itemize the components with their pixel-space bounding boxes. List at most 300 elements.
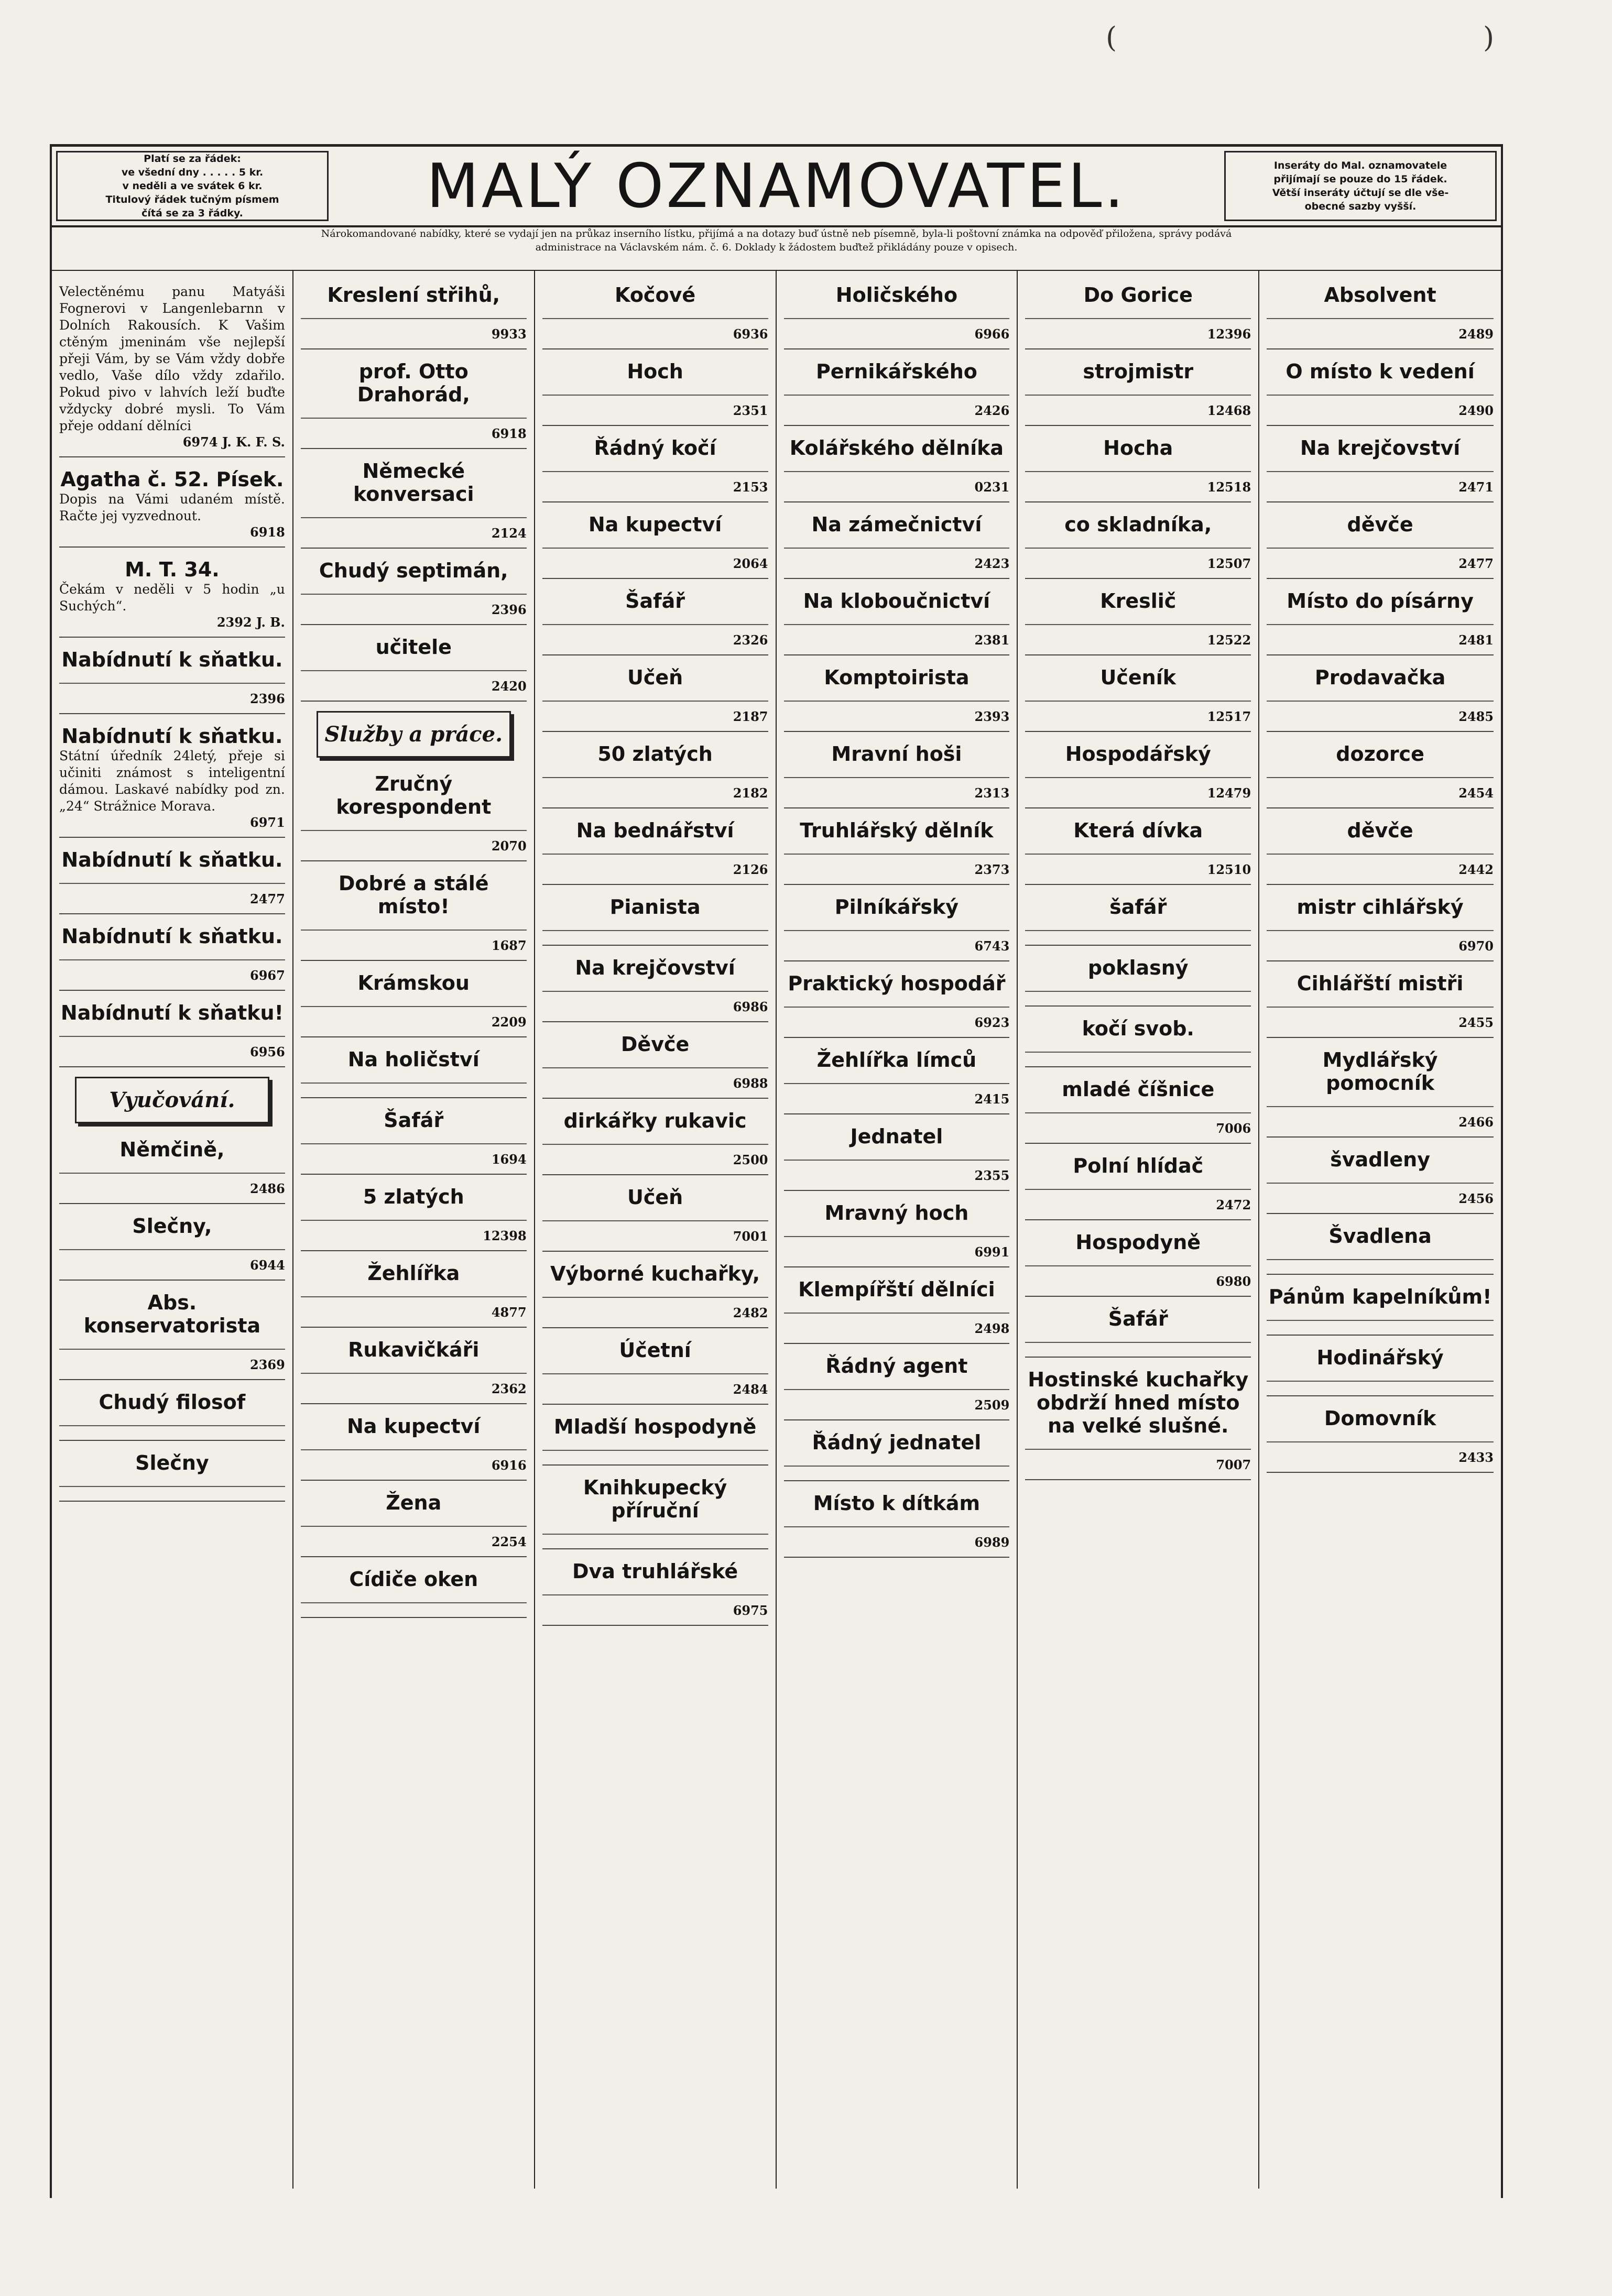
classified-ad <box>1025 951 1251 1007</box>
ad-number: 2355 <box>974 1168 1010 1183</box>
ad-heading: učitele <box>375 636 452 659</box>
ad-heading: Pianista <box>609 895 701 919</box>
ad-text-placeholder <box>784 312 1010 319</box>
ad-heading: Mravní hoši <box>831 742 962 766</box>
ad-text-placeholder <box>1025 541 1251 549</box>
classified-ad <box>784 1486 1010 1558</box>
classified-ad <box>1025 584 1251 655</box>
ad-number: 2490 <box>1458 403 1494 418</box>
ad-text-placeholder <box>784 1153 1010 1161</box>
ad-heading: Žehlířka <box>367 1262 460 1285</box>
ad-heading: Řádný jednatel <box>812 1431 982 1454</box>
ad-heading: Komptoiristа <box>824 666 970 689</box>
section-heading: Služby a práce. <box>317 711 511 758</box>
info-line: Větší inseráty účtují se dle vše- <box>1272 187 1449 199</box>
ad-number: 7001 <box>733 1229 768 1244</box>
ad-text-placeholder <box>1025 465 1251 472</box>
ad-text-placeholder <box>1025 312 1251 319</box>
classified-ad <box>542 355 768 426</box>
ad-text-placeholder <box>784 1459 1010 1467</box>
ad-number: 2313 <box>974 785 1010 801</box>
ad-heading: Učeník <box>1100 666 1176 689</box>
ad-heading: Cídiče oken <box>349 1568 478 1591</box>
classified-ad <box>301 630 527 702</box>
ad-heading: Švadlena <box>1328 1224 1432 1248</box>
ad-text-placeholder <box>1267 1000 1494 1008</box>
classified-ad <box>59 553 285 638</box>
ad-number: 7007 <box>1216 1457 1251 1472</box>
ad-text-placeholder <box>301 1290 527 1297</box>
ad-heading: Na zámečnictví <box>811 513 982 536</box>
classified-ad <box>1267 1280 1494 1336</box>
ad-heading: poklasný <box>1087 956 1189 979</box>
ad-heading: děvče <box>1347 819 1413 842</box>
classified-ad <box>542 508 768 579</box>
classified-ad <box>1025 355 1251 426</box>
ad-number: 2070 <box>491 838 527 854</box>
classified-ad <box>784 1120 1010 1191</box>
ad-text-placeholder <box>542 1138 768 1145</box>
ad-text-placeholder <box>1267 847 1494 855</box>
ad-number: 6967 <box>250 968 285 983</box>
classified-ad <box>1025 890 1251 946</box>
ad-text-placeholder <box>542 465 768 472</box>
ad-text-placeholder <box>301 1076 527 1084</box>
ad-text-placeholder <box>542 388 768 396</box>
ad-text-placeholder <box>1025 1183 1251 1190</box>
ad-text-placeholder <box>542 694 768 702</box>
ad-heading: M. T. 34. <box>125 558 220 581</box>
ad-heading: kočí svob. <box>1082 1017 1194 1040</box>
ad-number: 2455 <box>1458 1015 1494 1030</box>
ad-number: 9933 <box>491 326 527 342</box>
ad-number: 6986 <box>733 999 768 1014</box>
classified-ad <box>784 584 1010 655</box>
ad-text-placeholder <box>1267 1435 1494 1442</box>
classified-ad <box>542 661 768 732</box>
ad-text-placeholder <box>1025 618 1251 625</box>
info-line: přijímají se pouze do 15 řádek. <box>1273 173 1447 185</box>
ad-heading: Cihlářští mistři <box>1297 972 1464 995</box>
section-heading: Vyučování. <box>75 1077 269 1123</box>
ad-number: 6936 <box>733 326 768 342</box>
classified-ad <box>1267 431 1494 502</box>
ad-heading: Na holičství <box>347 1048 480 1071</box>
ad-heading: Polní hlídač <box>1073 1154 1204 1177</box>
classified-ad <box>1025 814 1251 885</box>
ad-heading: Chudý filosof <box>99 1391 246 1414</box>
ad-text-placeholder <box>542 1061 768 1068</box>
ad-number: 2466 <box>1458 1114 1494 1130</box>
ad-number: 2187 <box>733 709 768 724</box>
classified-ad <box>301 1256 527 1328</box>
classified-ad <box>784 661 1010 732</box>
classified-columns <box>52 270 1501 2189</box>
ad-number: 2486 <box>250 1181 285 1196</box>
ad-text-placeholder <box>784 694 1010 702</box>
ad-text-placeholder <box>784 465 1010 472</box>
ad-number: 6988 <box>733 1076 768 1091</box>
page-mark-left: ( <box>1106 21 1117 54</box>
classified-ad <box>59 1133 285 1204</box>
ad-heading: mistr cihlářský <box>1297 895 1464 919</box>
ad-text-placeholder <box>1267 465 1494 472</box>
ad-heading: Mravný hoch <box>824 1201 969 1224</box>
ad-number: 2362 <box>491 1381 527 1396</box>
classified-ad <box>1267 584 1494 655</box>
classified-ad <box>301 554 527 625</box>
ad-heading: Pánům kapelníkům! <box>1268 1285 1492 1308</box>
ad-text-placeholder <box>1025 388 1251 396</box>
ad-text-placeholder <box>784 924 1010 931</box>
ad-heading: Němčině, <box>119 1138 225 1161</box>
column-4 <box>777 271 1018 2189</box>
classified-ad <box>542 951 768 1022</box>
ad-text-placeholder <box>542 541 768 549</box>
ad-number: 2153 <box>733 479 768 495</box>
classified-ad <box>301 767 527 861</box>
ad-heading: Kočové <box>615 283 696 307</box>
classified-ad <box>542 1027 768 1099</box>
classified-ad <box>59 996 285 1067</box>
ad-number: 6971 <box>250 815 285 830</box>
ad-number: 2326 <box>733 632 768 648</box>
ad-text-placeholder <box>542 1367 768 1374</box>
ad-text-placeholder <box>301 1519 527 1527</box>
ad-heading: šafář <box>1109 895 1167 919</box>
ad-text-placeholder <box>784 1520 1010 1527</box>
classified-ad <box>1025 737 1251 808</box>
ad-number: 12396 <box>1207 326 1251 342</box>
ad-text-placeholder <box>1267 1374 1494 1382</box>
info-line: Inseráty do Mal. oznamovatele <box>1273 160 1447 171</box>
ad-number: 12522 <box>1207 632 1251 648</box>
ad-heading: dozorce <box>1336 742 1424 766</box>
ad-number: 2509 <box>974 1397 1010 1413</box>
ad-heading: Dva truhlářské <box>572 1560 738 1583</box>
classified-ad <box>1267 737 1494 808</box>
ad-text-placeholder <box>1267 1253 1494 1260</box>
ad-number: 2351 <box>733 403 768 418</box>
ad-text-placeholder <box>542 312 768 319</box>
ad-heading: Účetní <box>619 1339 691 1362</box>
ad-text-placeholder <box>542 847 768 855</box>
classified-ad <box>542 278 768 349</box>
ad-text-placeholder <box>1025 771 1251 778</box>
ad-number: 12517 <box>1207 709 1251 724</box>
ad-number: 2393 <box>974 709 1010 724</box>
price-line: ve všední dny . . . . . 5 kr. <box>121 167 264 178</box>
classified-ad <box>59 1286 285 1380</box>
ad-number: 2064 <box>733 556 768 571</box>
classified-ad <box>59 278 285 457</box>
ad-text-placeholder <box>1267 618 1494 625</box>
ad-number: 12510 <box>1207 862 1251 877</box>
ad-text-placeholder <box>301 664 527 671</box>
classified-ad <box>542 1257 768 1328</box>
classified-ad <box>784 890 1010 961</box>
ad-text-placeholder <box>542 618 768 625</box>
ad-number: 2484 <box>733 1382 768 1397</box>
ad-text-placeholder <box>301 1213 527 1221</box>
ad-heading: Absolvent <box>1324 283 1436 307</box>
ad-heading: Místo do písárny <box>1287 589 1474 613</box>
ad-text-placeholder <box>1267 541 1494 549</box>
classified-ad <box>1025 278 1251 349</box>
ad-text-placeholder <box>784 1230 1010 1237</box>
ad-text-placeholder <box>1267 312 1494 319</box>
ad-number: 2481 <box>1458 632 1494 648</box>
ad-heading: mladé číšnice <box>1062 1078 1215 1101</box>
ad-heading: Šafář <box>625 589 685 613</box>
classified-ad <box>784 508 1010 579</box>
ad-number: 6923 <box>974 1015 1010 1030</box>
ad-number: 7006 <box>1216 1121 1251 1136</box>
ad-text-placeholder <box>59 1419 285 1426</box>
ad-number: 2433 <box>1458 1450 1494 1465</box>
ad-text-placeholder <box>301 1366 527 1374</box>
notice-line: Nárokomandované nabídky, které se vydají jen na průkaz inserního lístku, přijímá a na dotazy buď ústně neb písemně, byla-li poštovní známka na odpověď přiložena, správy podává <box>321 228 1232 239</box>
ad-text-placeholder <box>1267 388 1494 396</box>
ad-heading: Praktický hospodář <box>788 972 1006 995</box>
ad-heading: Na kupectví <box>347 1415 481 1438</box>
ad-heading: Dobré a stálé místo! <box>338 872 489 918</box>
column-3 <box>535 271 777 2189</box>
classified-ad <box>301 867 527 961</box>
classified-ad <box>301 1562 527 1618</box>
ad-heading: Německé konversaci <box>353 460 474 506</box>
ad-number: 2396 <box>491 602 527 617</box>
ad-text-placeholder <box>784 1000 1010 1008</box>
ad-heading: Na bednářství <box>576 819 734 842</box>
ad-text-placeholder <box>59 877 285 884</box>
ad-text-placeholder <box>301 1137 527 1144</box>
classified-ad <box>1025 1363 1251 1480</box>
ad-number: 0231 <box>974 479 1010 495</box>
ad-text-placeholder <box>1025 924 1251 931</box>
classified-ad <box>784 431 1010 502</box>
classified-ad <box>1025 508 1251 579</box>
ad-text-placeholder <box>59 1342 285 1350</box>
ad-text-placeholder <box>301 511 527 518</box>
classified-ad <box>301 355 527 449</box>
classified-ad <box>542 1104 768 1175</box>
classified-ad <box>542 1180 768 1252</box>
ad-heading: děvče <box>1347 513 1413 536</box>
classified-ad <box>542 890 768 946</box>
ad-text-placeholder <box>542 771 768 778</box>
ad-text-placeholder <box>1267 1176 1494 1184</box>
ad-text-placeholder <box>59 676 285 684</box>
ad-text-placeholder <box>301 1596 527 1603</box>
classified-ad <box>784 1196 1010 1267</box>
ad-number: 4877 <box>491 1305 527 1320</box>
page-mark-right: ) <box>1483 21 1495 54</box>
classified-ad <box>301 1486 527 1557</box>
classified-ad <box>59 643 285 714</box>
ad-text-placeholder <box>59 1166 285 1174</box>
classified-ad <box>1267 508 1494 579</box>
ad-heading: Kreslič <box>1100 589 1177 613</box>
ad-heading: Pernikářského <box>815 360 977 383</box>
ad-number: 1694 <box>491 1152 527 1167</box>
info-line: obecné sazby vyšší. <box>1304 201 1417 212</box>
price-box <box>56 151 329 221</box>
classified-ad <box>1267 1043 1494 1138</box>
ad-number: 12398 <box>483 1228 527 1243</box>
classified-ad <box>1025 1226 1251 1297</box>
classified-ad <box>59 920 285 991</box>
ad-text-placeholder <box>542 985 768 992</box>
ad-number: 2485 <box>1458 709 1494 724</box>
ad-text-placeholder <box>784 388 1010 396</box>
ad-heading: Rukavičkáři <box>348 1338 480 1361</box>
classified-ad <box>542 1471 768 1549</box>
classified-ad <box>59 719 285 838</box>
ad-number: 12468 <box>1207 403 1251 418</box>
classified-ad <box>1025 1302 1251 1358</box>
title-wrap <box>333 147 1220 225</box>
ad-number: 2472 <box>1216 1197 1251 1212</box>
classified-ad <box>784 1349 1010 1420</box>
ad-text-placeholder <box>301 411 527 419</box>
ad-heading: Výborné kuchařky, <box>550 1262 760 1285</box>
ad-heading: co skladníka, <box>1064 513 1212 536</box>
ad-heading: 5 zlatých <box>363 1185 464 1208</box>
classified-ad <box>1267 661 1494 732</box>
ad-text-placeholder <box>1025 1442 1251 1450</box>
ad-text-placeholder <box>301 824 527 831</box>
ad-heading: Místo k dítkám <box>813 1492 981 1515</box>
ad-text-placeholder <box>1025 1106 1251 1113</box>
classified-ad <box>301 1409 527 1481</box>
ad-text-placeholder <box>784 618 1010 625</box>
ad-heading: Prodavačka <box>1314 666 1446 689</box>
ad-text-placeholder <box>784 771 1010 778</box>
ad-text-placeholder <box>301 1000 527 1007</box>
column-6 <box>1259 271 1501 2189</box>
ad-text-placeholder <box>784 541 1010 549</box>
classified-ad <box>784 1273 1010 1344</box>
ad-heading: Na kupectví <box>588 513 722 536</box>
classified-ad <box>59 1209 285 1281</box>
ad-heading: Učeň <box>627 1186 683 1209</box>
ad-number: 2442 <box>1458 862 1494 877</box>
ad-number: 2456 <box>1458 1191 1494 1206</box>
classified-ad <box>784 1426 1010 1481</box>
ad-text-placeholder <box>542 1588 768 1595</box>
ad-number: 2373 <box>974 862 1010 877</box>
notice-line: administrace na Václavském nám. č. 6. Doklady k žádostem buďtež přikládány pouze v opisech. <box>535 242 1018 253</box>
ad-text-placeholder <box>1025 1045 1251 1053</box>
ad-number: 6956 <box>250 1044 285 1059</box>
ad-text-placeholder <box>1267 1100 1494 1107</box>
ad-number: 6916 <box>491 1458 527 1473</box>
ad-heading: Jednatel <box>850 1125 943 1148</box>
ad-text-placeholder <box>784 847 1010 855</box>
price-line: Titulový řádek tučným písmem <box>105 194 279 205</box>
ad-heading: Nabídnutí k sňatku. <box>61 848 283 871</box>
classified-ad <box>59 463 285 548</box>
masthead <box>52 144 1501 227</box>
ad-number: 12507 <box>1207 556 1251 571</box>
ad-text-placeholder <box>784 1306 1010 1314</box>
ad-text-placeholder <box>1267 771 1494 778</box>
ad-text-placeholder <box>542 1291 768 1298</box>
classified-ad <box>301 1103 527 1175</box>
ad-text-placeholder <box>1267 1314 1494 1321</box>
ad-heading: Knihkupecký příruční <box>583 1476 727 1522</box>
ad-heading: Žena <box>386 1491 442 1514</box>
ad-number: 6970 <box>1458 938 1494 954</box>
notice <box>62 227 1490 254</box>
ad-heading: Agatha č. 52. Písek. <box>60 468 284 491</box>
ad-heading: Na krejčovství <box>1300 436 1461 460</box>
classified-ad <box>542 584 768 655</box>
ad-number: 2415 <box>974 1091 1010 1107</box>
ad-text-placeholder <box>542 1214 768 1221</box>
ad-heading: Chudý septimán, <box>319 559 508 582</box>
ad-heading: Kolářského dělníka <box>789 436 1004 460</box>
ad-number: 6980 <box>1216 1274 1251 1289</box>
classified-ad <box>1267 1219 1494 1275</box>
ad-heading: Hoch <box>627 360 683 383</box>
ad-number: 2126 <box>733 862 768 877</box>
ad-number: 6743 <box>974 938 1010 954</box>
ad-body: Dopis na Vámi udaném místě. Račte jej vyzvednout. <box>59 491 285 523</box>
ad-number: 2454 <box>1458 785 1494 801</box>
ad-number: 2209 <box>491 1014 527 1030</box>
ad-text-placeholder <box>301 1443 527 1450</box>
classified-ad <box>1267 1143 1494 1214</box>
ad-heading: Truhlářský dělník <box>800 819 994 842</box>
ad-text-placeholder <box>1025 694 1251 702</box>
info-box <box>1224 151 1497 221</box>
column-5 <box>1018 271 1259 2189</box>
ad-number: 2369 <box>250 1357 285 1372</box>
ad-heading: 50 zlatých <box>597 742 713 766</box>
ad-number: 2124 <box>491 526 527 541</box>
ad-heading: Nabídnutí k sňatku. <box>61 648 283 671</box>
ad-heading: Mydlářský pomocník <box>1322 1048 1438 1095</box>
ad-number: 2477 <box>1458 556 1494 571</box>
ad-heading: Na kloboučnictví <box>803 589 990 613</box>
ad-heading: Pilníkářský <box>834 895 959 919</box>
classified-ad <box>1025 431 1251 502</box>
ad-text-placeholder <box>301 312 527 319</box>
ad-heading: Která dívka <box>1073 819 1203 842</box>
classified-ad <box>1025 1073 1251 1144</box>
ad-number: 2396 <box>250 691 285 706</box>
ad-number: 6918 <box>491 426 527 441</box>
ad-heading: prof. Otto Drahorád, <box>357 360 470 406</box>
classified-ad <box>542 737 768 808</box>
classified-ad <box>1025 661 1251 732</box>
classified-ad <box>1267 278 1494 349</box>
classified-ad <box>1267 890 1494 961</box>
classified-ad <box>784 355 1010 426</box>
ad-heading: Nabídnutí k sňatku. <box>61 725 283 748</box>
ad-heading: Hospodyně <box>1075 1231 1201 1254</box>
price-line: Platí se za řádek: <box>144 153 241 165</box>
ad-number: 6974 J. K. F. S. <box>182 434 285 450</box>
price-line: čítá se za 3 řádky. <box>141 207 243 219</box>
ad-heading: Hospodářský <box>1065 742 1211 766</box>
classified-ad <box>784 967 1010 1038</box>
classified-ad <box>542 1333 768 1405</box>
ad-text-placeholder <box>59 1030 285 1037</box>
classified-ad <box>1267 967 1494 1038</box>
